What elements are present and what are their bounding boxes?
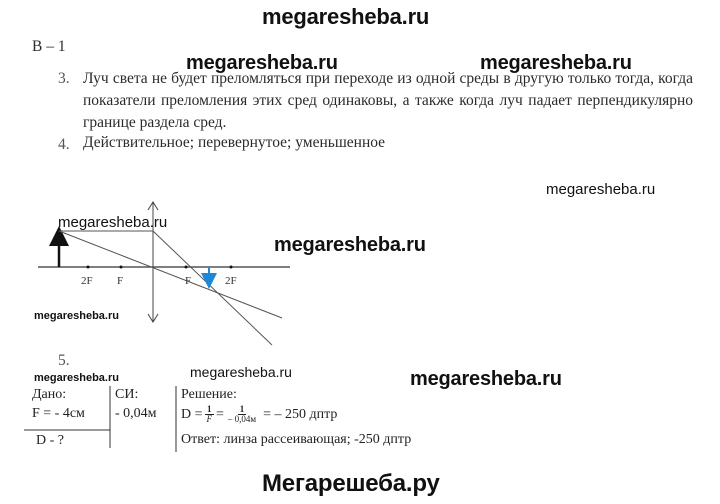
fraction-1 bbox=[205, 405, 215, 424]
solution-formula bbox=[181, 405, 337, 424]
watermark-top: megaresheba.ru bbox=[262, 4, 430, 29]
formula-prefix: D = bbox=[181, 406, 203, 422]
answer-4-text: Действительное; перевернутое; уменьшенное bbox=[83, 134, 386, 151]
si-header: СИ: bbox=[115, 387, 139, 402]
fraction-1-numerator: 1 bbox=[207, 404, 212, 414]
answer-3-number: 3. bbox=[58, 70, 70, 87]
formula-equals: = bbox=[216, 406, 224, 422]
label-f-right: F bbox=[185, 275, 192, 287]
fraction-2 bbox=[226, 405, 258, 424]
watermark-table-center: megaresheba.ru bbox=[190, 364, 292, 380]
variant-label: В – 1 bbox=[32, 38, 66, 55]
watermark-diagram-center: megaresheba.ru bbox=[274, 234, 426, 256]
fraction-2-denominator: – 0,04м bbox=[227, 414, 257, 424]
fraction-1-denominator: F bbox=[206, 414, 213, 424]
watermark-diagram-tl: megaresheba.ru bbox=[58, 214, 168, 231]
answer-4-number: 4. bbox=[58, 136, 70, 153]
watermark-right-small: megaresheba.ru bbox=[546, 181, 656, 198]
label-2f-right: 2F bbox=[225, 275, 237, 287]
watermark-table-tl: megaresheba.ru bbox=[34, 372, 119, 384]
solution-header: Решение: bbox=[181, 387, 237, 402]
given-value: F = - 4см bbox=[32, 406, 85, 421]
formula-result: = – 250 дптр bbox=[263, 406, 338, 422]
watermark-bottom: Мегарешеба.ру bbox=[262, 470, 440, 497]
problem-5-number: 5. bbox=[58, 352, 70, 369]
answer-3-text: Луч света не будет преломляться при переходе из одной среды в другую только тогда, когда показатели преломления этих сред одинаковы, а также когда луч падает перпендикулярно границе раздела сред. bbox=[83, 70, 693, 131]
watermark-mid-right: megaresheba.ru bbox=[480, 52, 632, 74]
watermark-diagram-bl: megaresheba.ru bbox=[34, 310, 119, 322]
watermark-mid-left: megaresheba.ru bbox=[186, 52, 338, 74]
answer-text: Ответ: линза рассеивающая; -250 дптр bbox=[181, 432, 412, 447]
find-value: D - ? bbox=[36, 433, 64, 448]
watermark-table-right: megaresheba.ru bbox=[410, 368, 562, 390]
given-header: Дано: bbox=[32, 387, 67, 402]
label-f-left: F bbox=[117, 275, 124, 287]
si-value: - 0,04м bbox=[115, 406, 157, 421]
label-2f-left: 2F bbox=[81, 275, 93, 287]
fraction-2-numerator: 1 bbox=[239, 404, 245, 414]
